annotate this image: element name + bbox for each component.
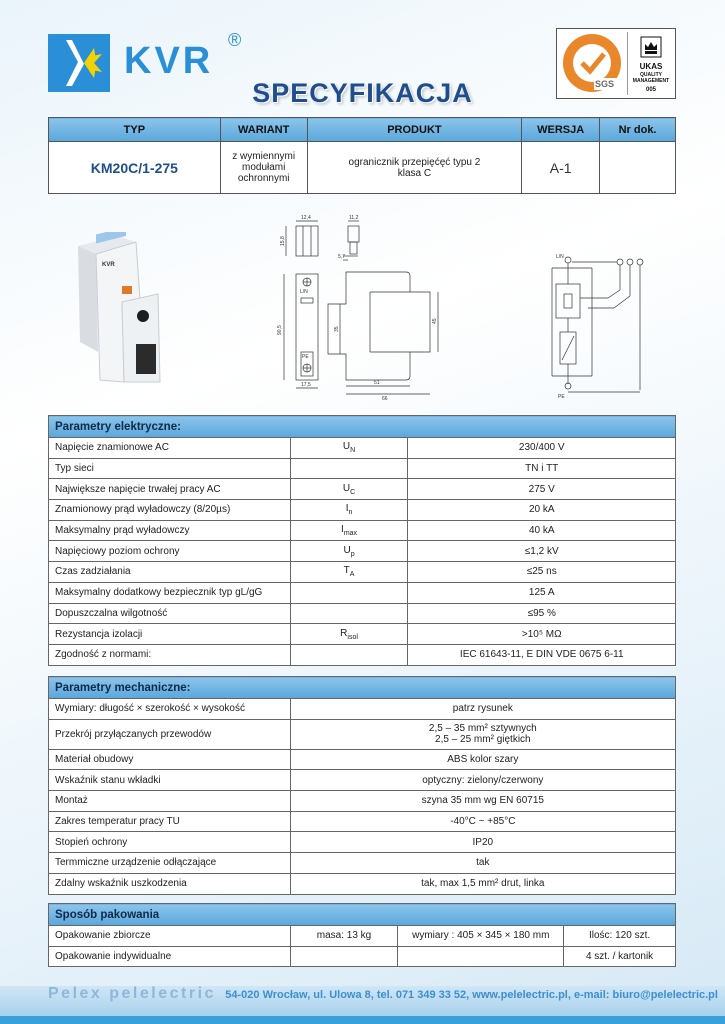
- product-photo: [66, 232, 176, 392]
- param-name: Wymiary: długość × szerokość × wysokość: [49, 699, 291, 720]
- packaging-table: [48, 903, 676, 967]
- param-symbol-main: U: [343, 544, 351, 556]
- param-value-line: szyna 35 mm wg EN 60715: [421, 795, 544, 807]
- param-symbol: [290, 520, 408, 541]
- table-row: [49, 500, 676, 521]
- param-name: Przekrój przyłączanych przewodów: [49, 719, 291, 749]
- param-value: 275 V: [408, 479, 676, 500]
- col-produkt: PRODUKT: [307, 118, 522, 142]
- schematic-ln-label: L/N: [556, 254, 564, 260]
- param-name: Zgodność z normami:: [49, 644, 291, 665]
- footer-brand: Pelex pelelectric: [48, 985, 216, 1002]
- ukas-management: MANAGEMENT: [632, 78, 670, 84]
- ukas-number: 005: [645, 87, 656, 93]
- param-name: Maksymalny dodatkowy bezpiecznik typ gL/gG: [49, 582, 291, 603]
- param-value: [290, 749, 675, 770]
- param-name: Napięciowy poziom ochrony: [49, 541, 291, 562]
- param-symbol: [290, 479, 408, 500]
- col-nr-dok: Nr dok.: [600, 118, 676, 142]
- registered-mark: ®: [228, 30, 242, 50]
- param-value-line: -40°C ~ +85°C: [450, 816, 516, 828]
- product-variant: z wymiennymi modułami ochronnymi: [220, 142, 307, 194]
- sgs-label: SGS: [595, 79, 615, 89]
- table-row: [49, 644, 676, 665]
- param-symbol-sub: p: [350, 550, 355, 558]
- table-row: [49, 479, 676, 500]
- param-name: Wskaźnik stanu wkładki: [49, 770, 291, 791]
- param-value: ≤95 %: [408, 603, 676, 624]
- table-row: [49, 458, 676, 479]
- param-symbol: [290, 438, 408, 459]
- param-name: Największe napięcie trwałej pracy AC: [49, 479, 291, 500]
- param-value: ≤25 ns: [408, 562, 676, 583]
- param-value-line: ABS kolor szary: [447, 754, 519, 766]
- dimension-drawing: [270, 212, 460, 402]
- col-wersja: WERSJA: [522, 118, 600, 142]
- ukas-badge: [627, 32, 673, 95]
- sgs-iso-badge-icon: [560, 32, 624, 95]
- ukas-quality: QUALITY: [640, 72, 662, 78]
- dim-15-8: 15,8: [280, 236, 286, 246]
- table-row: [49, 624, 676, 645]
- param-symbol: [290, 603, 408, 624]
- product-version: A-1: [522, 142, 600, 194]
- table-row: [49, 562, 676, 583]
- table-row: [49, 603, 676, 624]
- param-value: [290, 791, 675, 812]
- param-value-line: patrz rysunek: [452, 703, 513, 715]
- param-name: Termmiczne urządzenie odłączające: [49, 853, 291, 874]
- param-value-line: 2,5 – 35 mm² sztywnych: [428, 723, 537, 735]
- param-value: IEC 61643-11, E DIN VDE 0675 6-11: [408, 644, 676, 665]
- param-symbol: [290, 644, 408, 665]
- product-table: [48, 117, 676, 194]
- param-symbol-main: U: [342, 482, 351, 494]
- table-row: [49, 541, 676, 562]
- wiring-schematic: [548, 250, 658, 400]
- param-symbol-sub: A: [349, 571, 355, 579]
- product-doc-number: [600, 142, 676, 194]
- param-name: Znamionowy prąd wyładowczy (8/20µs): [49, 500, 291, 521]
- product-type: KM20C/1-275: [49, 142, 221, 194]
- dim-66: 66: [382, 396, 388, 402]
- param-value-line: tak: [476, 857, 490, 869]
- param-value: [290, 770, 675, 791]
- table-row: [49, 832, 676, 853]
- param-value: [290, 832, 675, 853]
- param-symbol: [290, 562, 408, 583]
- packaging-bulk-mass: masa: 13 kg: [290, 926, 398, 947]
- param-name: Montaż: [49, 791, 291, 812]
- dim-45: 45: [432, 318, 438, 324]
- device-brand-label: KVR: [102, 262, 115, 268]
- footer: [48, 985, 718, 1005]
- product-line-2: klasa C: [397, 167, 432, 179]
- dim-51: 51: [374, 380, 380, 386]
- param-symbol-main: I: [345, 503, 349, 515]
- param-value: [290, 719, 675, 749]
- param-symbol-main: U: [342, 441, 351, 453]
- param-value: 125 A: [408, 582, 676, 603]
- col-wariant: WARIANT: [220, 118, 307, 142]
- table-row: [49, 582, 676, 603]
- param-symbol-sub: isol: [347, 633, 358, 641]
- param-value-line: tak, max 1,5 mm² drut, linka: [421, 878, 545, 890]
- table-row: [49, 520, 676, 541]
- param-symbol-sub: n: [348, 509, 353, 517]
- col-typ: TYP: [49, 118, 221, 142]
- param-symbol-main: R: [340, 627, 348, 639]
- front-pe-label: PE: [302, 354, 309, 360]
- crown-icon: [639, 35, 663, 59]
- param-value: ≤1,2 kV: [408, 541, 676, 562]
- dim-17-5: 17,5: [301, 382, 311, 388]
- mechanical-params-title: Parametry mechaniczne:: [49, 677, 676, 699]
- param-value: 230/400 V: [408, 438, 676, 459]
- packaging-bulk-label: Opakowanie zbiorcze: [49, 926, 291, 947]
- table-row: [49, 719, 676, 749]
- table-row: [49, 926, 676, 947]
- param-value: [290, 853, 675, 874]
- param-name: Rezystancja izolacji: [49, 624, 291, 645]
- mechanical-params-table: [48, 676, 676, 895]
- page-title: SPECYFIKACJA: [252, 78, 473, 108]
- dim-11-2: 11,2: [349, 215, 359, 221]
- front-ln-label: L/N: [300, 289, 308, 295]
- param-value: [290, 873, 675, 894]
- param-name: Czas zadziałania: [49, 562, 291, 583]
- table-row: [49, 749, 676, 770]
- table-row: [49, 699, 676, 720]
- electrical-params-body: [49, 438, 676, 666]
- param-symbol: [290, 624, 408, 645]
- param-symbol: [290, 500, 408, 521]
- packaging-single-qty: 4 szt. / kartonik: [564, 946, 676, 967]
- param-name: Zdalny wskaźnik uszkodzenia: [49, 873, 291, 894]
- table-row: [49, 438, 676, 459]
- footer-address: 54-020 Wrocław, ul. Ulowa 8, tel. 071 349 33 52, www.pelelectric.pl, e-mail: biuro@pelelectric.pl: [225, 989, 718, 1001]
- ukas-name: UKAS: [639, 62, 663, 71]
- product-description: [307, 142, 522, 194]
- param-value: [290, 811, 675, 832]
- packaging-bulk-dims: wymiary : 405 × 345 × 180 mm: [398, 926, 564, 947]
- param-symbol-sub: N: [350, 447, 356, 455]
- electrical-params-table: [48, 415, 676, 666]
- packaging-title: Sposób pakowania: [49, 904, 676, 926]
- electrical-params-title: Parametry elektryczne:: [49, 416, 676, 438]
- schematic-pe-label: PE: [558, 394, 565, 400]
- footer-stripe: [0, 1016, 725, 1024]
- param-symbol: [290, 458, 408, 479]
- table-row: [49, 791, 676, 812]
- param-name: Typ sieci: [49, 458, 291, 479]
- param-symbol-main: T: [343, 565, 350, 577]
- param-value: TN i TT: [408, 458, 676, 479]
- table-row: [49, 811, 676, 832]
- param-value: [290, 699, 675, 720]
- param-value-line: 2,5 – 25 mm² giętkich: [435, 734, 531, 746]
- mechanical-params-body: [49, 699, 676, 895]
- param-name: Napięcie znamionowe AC: [49, 438, 291, 459]
- param-value-line: optyczny: zielony/czerwony: [422, 774, 544, 786]
- packaging-bulk-qty: Ilośc: 120 szt.: [564, 926, 676, 947]
- param-name: Materiał obudowy: [49, 749, 291, 770]
- packaging-single-label: Opakowanie indywidualne: [49, 946, 291, 967]
- param-symbol: [290, 541, 408, 562]
- param-symbol-main: I: [341, 524, 344, 536]
- param-value: 20 kA: [408, 500, 676, 521]
- table-row: [49, 946, 676, 967]
- dim-5-7: 5,7: [338, 254, 345, 260]
- certification-box: [556, 28, 676, 99]
- param-value-line: IP20: [472, 836, 494, 848]
- param-symbol-sub: C: [350, 488, 356, 496]
- param-value: 40 kA: [408, 520, 676, 541]
- dim-90-5: 90,5: [277, 325, 283, 335]
- product-line-1: ogranicznik przepięćęć typu 2: [348, 156, 481, 168]
- table-row: [49, 853, 676, 874]
- dim-35: 35: [334, 326, 340, 332]
- param-value: >10⁵ MΩ: [408, 624, 676, 645]
- product-row: [49, 142, 676, 194]
- param-name: Zakres temperatur pracy TU: [49, 811, 291, 832]
- param-name: Stopień ochrony: [49, 832, 291, 853]
- param-symbol: [290, 582, 408, 603]
- param-name: Dopuszczalna wilgotność: [49, 603, 291, 624]
- dim-12-4: 12,4: [301, 215, 311, 221]
- param-name: Maksymalny prąd wyładowczy: [49, 520, 291, 541]
- param-symbol-sub: max: [343, 530, 358, 538]
- table-row: [49, 770, 676, 791]
- logo-text: KVR: [124, 40, 214, 82]
- product-table-header: [49, 118, 676, 142]
- table-row: [49, 873, 676, 894]
